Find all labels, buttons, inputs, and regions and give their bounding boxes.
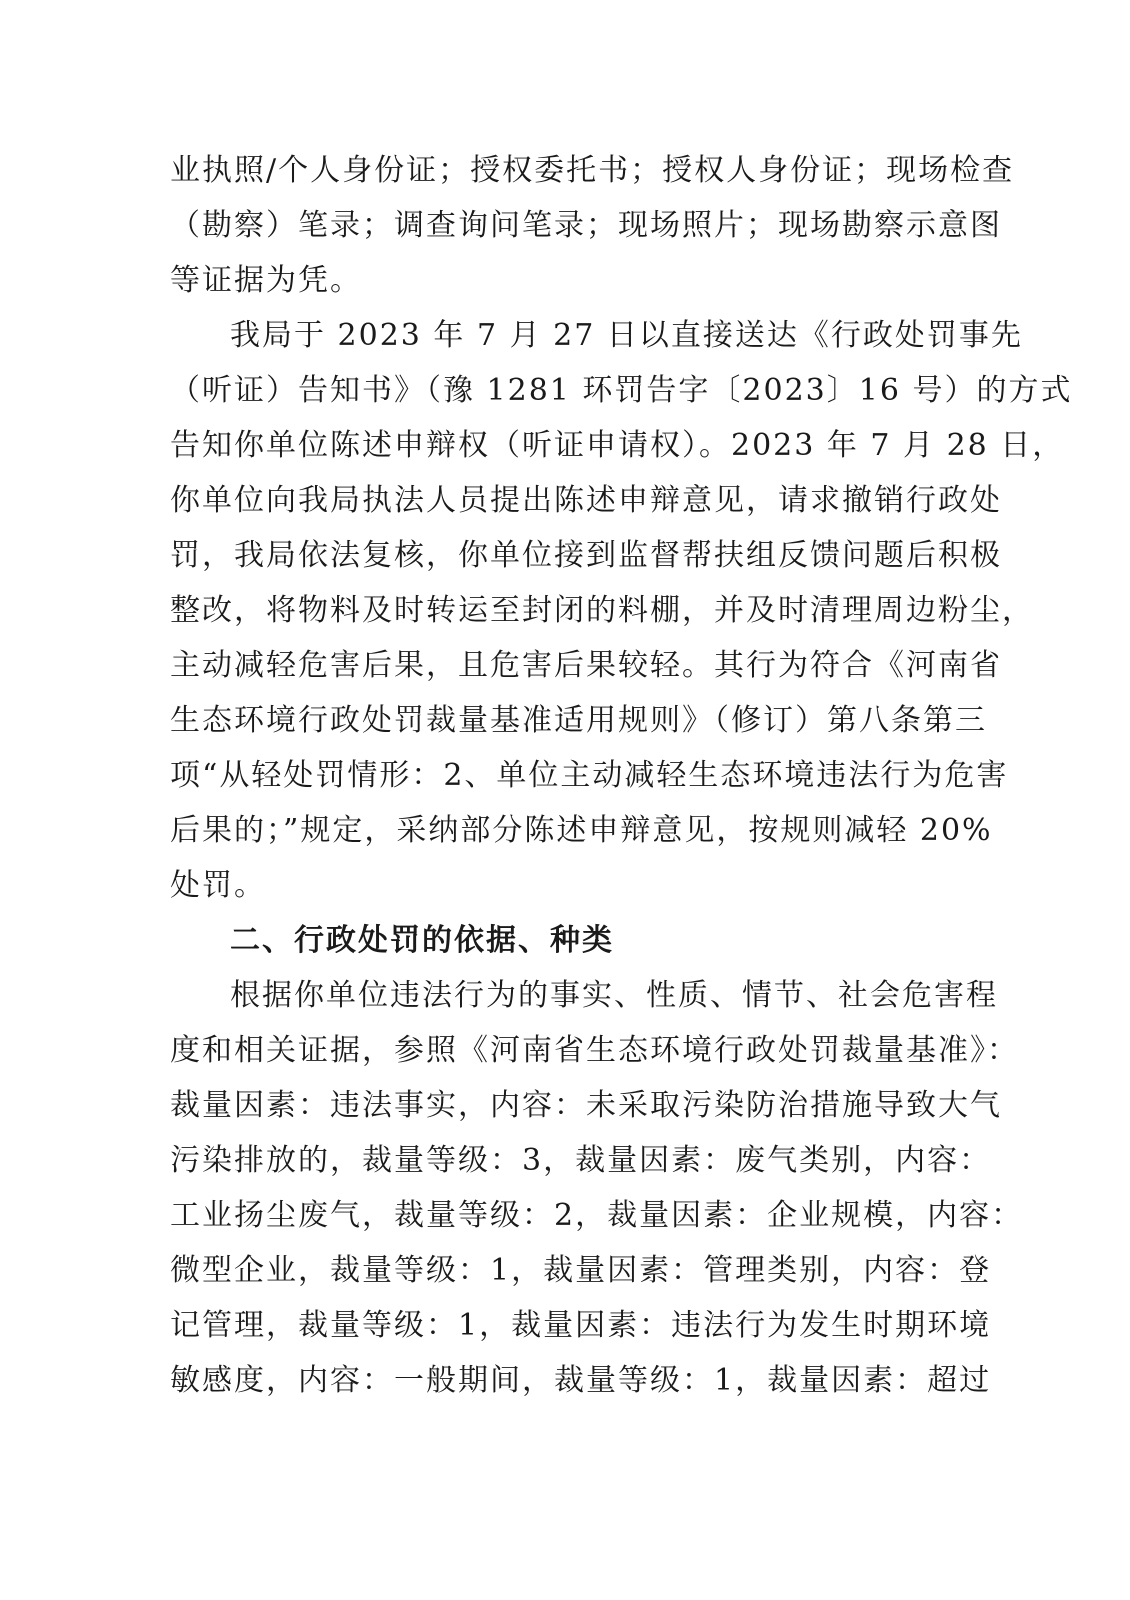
text-line: 处罚。 (170, 868, 266, 903)
text-line: 等证据为凭。 (170, 263, 362, 298)
paragraph-hearing-notice (170, 308, 1073, 913)
text-line: 罚，我局依法复核，你单位接到监督帮扶组反馈问题后积极 (170, 538, 1002, 573)
text-line: （勘察）笔录；调查询问笔录；现场照片；现场勘察示意图 (170, 208, 1002, 243)
text-line: 你单位向我局执法人员提出陈述申辩意见，请求撤销行政处 (170, 483, 1002, 518)
paragraph-discretion-basis (170, 968, 1024, 1408)
text-line: 敏感度，内容：一般期间，裁量等级：1，裁量因素：超过 (170, 1363, 992, 1398)
text-line: 微型企业，裁量等级：1，裁量因素：管理类别，内容：登 (170, 1253, 992, 1288)
section-heading: 二、行政处罚的依据、种类 (230, 923, 614, 958)
text-line: 我局于 2023 年 7 月 27 日以直接送达《行政处罚事先 (230, 318, 1023, 353)
text-line: 根据你单位违法行为的事实、性质、情节、社会危害程 (230, 978, 998, 1013)
text-line: 污染排放的，裁量等级：3，裁量因素：废气类别，内容： (170, 1143, 992, 1178)
text-line: 主动减轻危害后果，且危害后果较轻。其行为符合《河南省 (170, 648, 1002, 683)
document-body (170, 143, 1073, 1408)
text-line: 业执照/个人身份证；授权委托书；授权人身份证；现场检查 (170, 153, 1015, 188)
text-line: 度和相关证据，参照《河南省生态环境行政处罚裁量基准》： (170, 1033, 1019, 1068)
text-line: 生态环境行政处罚裁量基准适用规则》（修订）第八条第三 (170, 703, 987, 738)
paragraph-evidence (170, 143, 1015, 308)
text-line: 项“从轻处罚情形：2、单位主动减轻生态环境违法行为危害 (170, 758, 1009, 793)
text-line: 整改，将物料及时转运至封闭的料棚，并及时清理周边粉尘， (170, 593, 1034, 628)
text-line: 记管理，裁量等级：1，裁量因素：违法行为发生时期环境 (170, 1308, 992, 1343)
text-line: 工业扬尘废气，裁量等级：2，裁量因素：企业规模，内容： (170, 1198, 1024, 1233)
text-line: 裁量因素：违法事实，内容：未采取污染防治措施导致大气 (170, 1088, 1002, 1123)
text-line: 告知你单位陈述申辩权（听证申请权）。2023 年 7 月 28 日， (170, 428, 1065, 463)
text-line: 后果的；”规定，采纳部分陈述申辩意见，按规则减轻 20% (170, 813, 993, 848)
text-line: （听证）告知书》（豫 1281 环罚告字〔2023〕16 号）的方式 (170, 373, 1073, 408)
